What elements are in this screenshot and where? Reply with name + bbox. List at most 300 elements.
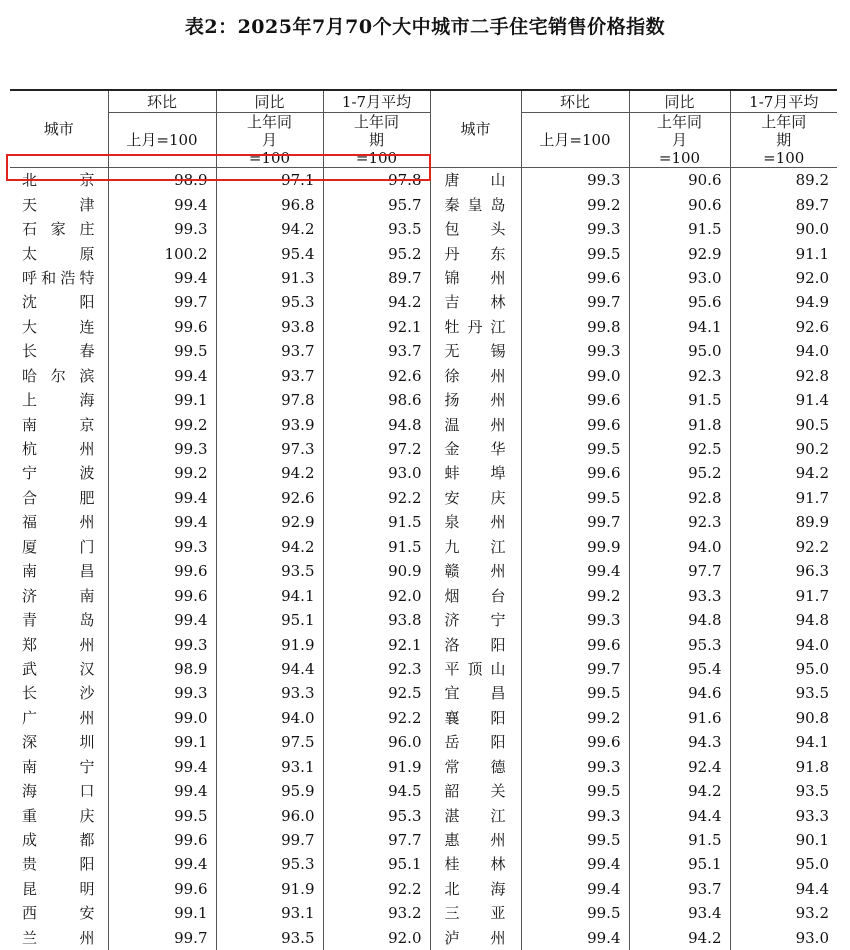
cell-city-right: 吉林 bbox=[430, 290, 521, 314]
cell-mom-right: 99.7 bbox=[521, 657, 629, 681]
cell-city-left: 兰州 bbox=[22, 928, 96, 947]
cell-mom-left: 99.3 bbox=[108, 681, 216, 705]
cell-city-right: 金华 bbox=[430, 437, 521, 461]
cell-mom-left: 99.3 bbox=[108, 632, 216, 656]
cell-city-right: 岳阳 bbox=[430, 730, 521, 754]
cell-yoy-right: 93.0 bbox=[629, 266, 730, 290]
cell-yoy-left: 93.1 bbox=[216, 755, 323, 779]
table-row bbox=[10, 510, 837, 534]
cell-city-left: 成都 bbox=[22, 831, 96, 850]
cell-yoy-right: 97.7 bbox=[629, 559, 730, 583]
cell-avg-right: 93.5 bbox=[730, 779, 837, 803]
cell-mom-left: 99.2 bbox=[108, 412, 216, 436]
cell-yoy-right: 93.4 bbox=[629, 901, 730, 925]
cell-mom-right: 99.4 bbox=[521, 877, 629, 901]
header-city-left: 城市 bbox=[10, 90, 108, 168]
cell-yoy-right: 92.3 bbox=[629, 510, 730, 534]
table-row bbox=[10, 730, 837, 754]
cell-yoy-left: 93.8 bbox=[216, 315, 323, 339]
table-row bbox=[10, 583, 837, 607]
cell-avg-right: 90.8 bbox=[730, 706, 837, 730]
cell-city-right: 平顶山 bbox=[430, 657, 521, 681]
header-mom-right: 环比 bbox=[521, 90, 629, 113]
table-row bbox=[10, 901, 837, 925]
cell-city-left: 大连 bbox=[22, 317, 96, 336]
cell-yoy-right: 92.8 bbox=[629, 486, 730, 510]
cell-city-left: 合肥 bbox=[22, 488, 96, 507]
cell-city-left: 呼和浩特 bbox=[22, 268, 96, 287]
cell-yoy-left: 97.3 bbox=[216, 437, 323, 461]
cell-city-right: 丹东 bbox=[430, 241, 521, 265]
cell-city-left: 北京 bbox=[22, 171, 96, 190]
cell-city-right: 扬州 bbox=[430, 388, 521, 412]
cell-yoy-left: 94.2 bbox=[216, 217, 323, 241]
cell-mom-left: 99.6 bbox=[108, 828, 216, 852]
cell-mom-left: 99.6 bbox=[108, 877, 216, 901]
header-mom-left: 环比 bbox=[108, 90, 216, 113]
cell-avg-right: 94.2 bbox=[730, 461, 837, 485]
cell-city-right: 牡丹江 bbox=[430, 315, 521, 339]
cell-mom-left: 99.5 bbox=[108, 339, 216, 363]
cell-yoy-right: 94.3 bbox=[629, 730, 730, 754]
cell-city-right: 赣州 bbox=[430, 559, 521, 583]
cell-city-right: 锦州 bbox=[430, 266, 521, 290]
cell-mom-right: 99.4 bbox=[521, 559, 629, 583]
cell-avg-left: 97.8 bbox=[323, 168, 430, 193]
cell-yoy-left: 95.1 bbox=[216, 608, 323, 632]
cell-yoy-right: 90.6 bbox=[629, 168, 730, 193]
cell-city-left: 哈尔滨 bbox=[22, 366, 96, 385]
cell-city-right: 蚌埠 bbox=[430, 461, 521, 485]
cell-mom-right: 99.3 bbox=[521, 608, 629, 632]
cell-yoy-left: 92.9 bbox=[216, 510, 323, 534]
cell-mom-left: 99.4 bbox=[108, 364, 216, 388]
cell-mom-left: 99.5 bbox=[108, 803, 216, 827]
cell-avg-right: 89.7 bbox=[730, 192, 837, 216]
cell-city-right: 湛江 bbox=[430, 803, 521, 827]
cell-avg-left: 90.9 bbox=[323, 559, 430, 583]
cell-avg-left: 95.7 bbox=[323, 192, 430, 216]
cell-avg-left: 93.7 bbox=[323, 339, 430, 363]
cell-city-right: 徐州 bbox=[430, 364, 521, 388]
cell-city-left: 青岛 bbox=[22, 611, 96, 630]
table-row bbox=[10, 559, 837, 583]
cell-yoy-right: 92.9 bbox=[629, 241, 730, 265]
cell-city-right: 九江 bbox=[430, 535, 521, 559]
table-row bbox=[10, 632, 837, 656]
cell-avg-right: 94.1 bbox=[730, 730, 837, 754]
cell-yoy-right: 91.5 bbox=[629, 388, 730, 412]
cell-city-right: 唐山 bbox=[430, 168, 521, 193]
cell-avg-right: 92.8 bbox=[730, 364, 837, 388]
cell-city-left: 昆明 bbox=[22, 879, 96, 898]
table-row bbox=[10, 315, 837, 339]
cell-city-left: 重庆 bbox=[22, 806, 96, 825]
cell-city-left: 沈阳 bbox=[22, 293, 96, 312]
cell-yoy-right: 95.0 bbox=[629, 339, 730, 363]
cell-mom-right: 99.5 bbox=[521, 779, 629, 803]
price-index-table bbox=[10, 89, 837, 950]
cell-yoy-right: 94.0 bbox=[629, 535, 730, 559]
cell-yoy-left: 94.2 bbox=[216, 461, 323, 485]
cell-avg-right: 89.2 bbox=[730, 168, 837, 193]
header-avg-base-left: 上年同期=100 bbox=[323, 113, 430, 168]
cell-avg-right: 91.7 bbox=[730, 486, 837, 510]
cell-mom-right: 99.3 bbox=[521, 803, 629, 827]
cell-city-left: 济南 bbox=[22, 586, 96, 605]
table-row bbox=[10, 192, 837, 216]
table-row bbox=[10, 364, 837, 388]
table-row bbox=[10, 217, 837, 241]
cell-avg-left: 94.8 bbox=[323, 412, 430, 436]
cell-city-right: 桂林 bbox=[430, 852, 521, 876]
table-row bbox=[10, 755, 837, 779]
cell-yoy-left: 96.0 bbox=[216, 803, 323, 827]
cell-yoy-right: 95.3 bbox=[629, 632, 730, 656]
cell-yoy-left: 94.1 bbox=[216, 583, 323, 607]
cell-city-left: 南宁 bbox=[22, 757, 96, 776]
cell-mom-left: 98.9 bbox=[108, 657, 216, 681]
cell-city-left: 海口 bbox=[22, 782, 96, 801]
cell-yoy-right: 95.1 bbox=[629, 852, 730, 876]
cell-yoy-left: 93.7 bbox=[216, 364, 323, 388]
cell-mom-left: 100.2 bbox=[108, 241, 216, 265]
cell-mom-right: 99.3 bbox=[521, 217, 629, 241]
cell-mom-right: 99.5 bbox=[521, 241, 629, 265]
cell-mom-right: 99.7 bbox=[521, 510, 629, 534]
cell-avg-right: 94.0 bbox=[730, 632, 837, 656]
cell-mom-left: 99.4 bbox=[108, 852, 216, 876]
cell-mom-right: 99.9 bbox=[521, 535, 629, 559]
cell-yoy-right: 95.2 bbox=[629, 461, 730, 485]
cell-avg-left: 92.0 bbox=[323, 926, 430, 950]
header-avg-base-right: 上年同期=100 bbox=[730, 113, 837, 168]
cell-city-right: 泸州 bbox=[430, 926, 521, 950]
cell-city-right: 北海 bbox=[430, 877, 521, 901]
cell-mom-right: 99.7 bbox=[521, 290, 629, 314]
table-row bbox=[10, 486, 837, 510]
cell-yoy-left: 97.1 bbox=[216, 168, 323, 193]
cell-mom-right: 99.3 bbox=[521, 339, 629, 363]
cell-mom-right: 99.5 bbox=[521, 901, 629, 925]
table-row bbox=[10, 926, 837, 950]
cell-yoy-right: 95.4 bbox=[629, 657, 730, 681]
cell-yoy-right: 94.4 bbox=[629, 803, 730, 827]
cell-yoy-left: 93.5 bbox=[216, 559, 323, 583]
cell-yoy-left: 92.6 bbox=[216, 486, 323, 510]
cell-avg-left: 91.9 bbox=[323, 755, 430, 779]
cell-yoy-left: 95.3 bbox=[216, 852, 323, 876]
cell-avg-right: 95.0 bbox=[730, 852, 837, 876]
cell-avg-right: 92.2 bbox=[730, 535, 837, 559]
cell-city-left: 武汉 bbox=[22, 659, 96, 678]
cell-mom-left: 99.1 bbox=[108, 388, 216, 412]
cell-city-right: 无锡 bbox=[430, 339, 521, 363]
table-row bbox=[10, 803, 837, 827]
cell-avg-right: 96.3 bbox=[730, 559, 837, 583]
table-row bbox=[10, 681, 837, 705]
cell-avg-left: 93.8 bbox=[323, 608, 430, 632]
cell-city-right: 韶关 bbox=[430, 779, 521, 803]
cell-mom-right: 99.6 bbox=[521, 412, 629, 436]
cell-city-left: 贵阳 bbox=[22, 855, 96, 874]
cell-yoy-left: 99.7 bbox=[216, 828, 323, 852]
cell-mom-right: 99.5 bbox=[521, 437, 629, 461]
table-row bbox=[10, 412, 837, 436]
cell-mom-right: 99.2 bbox=[521, 583, 629, 607]
cell-mom-left: 99.7 bbox=[108, 290, 216, 314]
cell-avg-left: 95.1 bbox=[323, 852, 430, 876]
cell-city-right: 襄阳 bbox=[430, 706, 521, 730]
table-row bbox=[10, 437, 837, 461]
cell-avg-right: 90.2 bbox=[730, 437, 837, 461]
cell-mom-left: 99.3 bbox=[108, 535, 216, 559]
cell-avg-left: 93.2 bbox=[323, 901, 430, 925]
cell-yoy-left: 91.3 bbox=[216, 266, 323, 290]
cell-avg-left: 94.2 bbox=[323, 290, 430, 314]
cell-yoy-left: 94.0 bbox=[216, 706, 323, 730]
header-avg-left: 1-7月平均 bbox=[323, 90, 430, 113]
cell-yoy-right: 92.3 bbox=[629, 364, 730, 388]
cell-mom-right: 99.3 bbox=[521, 755, 629, 779]
cell-yoy-left: 95.9 bbox=[216, 779, 323, 803]
cell-yoy-right: 95.6 bbox=[629, 290, 730, 314]
cell-avg-right: 93.3 bbox=[730, 803, 837, 827]
cell-avg-right: 93.2 bbox=[730, 901, 837, 925]
cell-yoy-right: 90.6 bbox=[629, 192, 730, 216]
cell-city-left: 长春 bbox=[22, 342, 96, 361]
cell-yoy-right: 91.5 bbox=[629, 828, 730, 852]
table-row bbox=[10, 535, 837, 559]
header-mom-base-right: 上月=100 bbox=[521, 113, 629, 168]
cell-yoy-right: 94.2 bbox=[629, 779, 730, 803]
cell-city-left: 上海 bbox=[22, 391, 96, 410]
cell-avg-left: 92.2 bbox=[323, 877, 430, 901]
table-row bbox=[10, 461, 837, 485]
cell-mom-right: 99.6 bbox=[521, 730, 629, 754]
table-row bbox=[10, 706, 837, 730]
header-mom-base-left: 上月=100 bbox=[108, 113, 216, 168]
cell-yoy-left: 95.3 bbox=[216, 290, 323, 314]
cell-avg-right: 89.9 bbox=[730, 510, 837, 534]
cell-city-right: 烟台 bbox=[430, 583, 521, 607]
cell-yoy-right: 94.8 bbox=[629, 608, 730, 632]
table-row bbox=[10, 877, 837, 901]
table-row bbox=[10, 852, 837, 876]
cell-yoy-right: 94.1 bbox=[629, 315, 730, 339]
cell-yoy-left: 97.5 bbox=[216, 730, 323, 754]
cell-avg-left: 92.5 bbox=[323, 681, 430, 705]
cell-mom-left: 99.3 bbox=[108, 437, 216, 461]
cell-avg-left: 97.2 bbox=[323, 437, 430, 461]
table-row bbox=[10, 657, 837, 681]
cell-city-left: 西安 bbox=[22, 904, 96, 923]
cell-mom-left: 99.4 bbox=[108, 755, 216, 779]
cell-mom-left: 99.4 bbox=[108, 779, 216, 803]
cell-yoy-right: 91.8 bbox=[629, 412, 730, 436]
cell-yoy-right: 92.4 bbox=[629, 755, 730, 779]
cell-mom-left: 99.4 bbox=[108, 486, 216, 510]
cell-mom-right: 99.5 bbox=[521, 681, 629, 705]
cell-mom-left: 99.1 bbox=[108, 901, 216, 925]
cell-yoy-right: 91.6 bbox=[629, 706, 730, 730]
cell-avg-left: 96.0 bbox=[323, 730, 430, 754]
table-row bbox=[10, 828, 837, 852]
table-row bbox=[10, 608, 837, 632]
cell-avg-left: 92.3 bbox=[323, 657, 430, 681]
cell-mom-left: 99.1 bbox=[108, 730, 216, 754]
header-yoy-base-right: 上年同月=100 bbox=[629, 113, 730, 168]
cell-city-right: 济宁 bbox=[430, 608, 521, 632]
cell-city-left: 南京 bbox=[22, 415, 96, 434]
table-row bbox=[10, 168, 837, 193]
cell-yoy-left: 96.8 bbox=[216, 192, 323, 216]
cell-yoy-left: 93.7 bbox=[216, 339, 323, 363]
cell-avg-right: 91.7 bbox=[730, 583, 837, 607]
cell-avg-left: 94.5 bbox=[323, 779, 430, 803]
cell-avg-right: 95.0 bbox=[730, 657, 837, 681]
cell-city-right: 洛阳 bbox=[430, 632, 521, 656]
cell-yoy-left: 97.8 bbox=[216, 388, 323, 412]
cell-avg-left: 92.2 bbox=[323, 706, 430, 730]
cell-avg-left: 95.3 bbox=[323, 803, 430, 827]
cell-mom-left: 99.4 bbox=[108, 510, 216, 534]
cell-avg-left: 92.2 bbox=[323, 486, 430, 510]
cell-mom-left: 98.9 bbox=[108, 168, 216, 193]
cell-mom-right: 99.3 bbox=[521, 168, 629, 193]
header-city-right: 城市 bbox=[430, 90, 521, 168]
cell-avg-right: 90.1 bbox=[730, 828, 837, 852]
cell-yoy-left: 95.4 bbox=[216, 241, 323, 265]
table-title: 表2：2025年7月70个大中城市二手住宅销售价格指数 bbox=[184, 16, 666, 38]
cell-city-left: 郑州 bbox=[22, 635, 96, 654]
header-avg-right: 1-7月平均 bbox=[730, 90, 837, 113]
cell-yoy-right: 94.6 bbox=[629, 681, 730, 705]
cell-city-left: 福州 bbox=[22, 513, 96, 532]
cell-yoy-left: 93.1 bbox=[216, 901, 323, 925]
cell-avg-right: 94.4 bbox=[730, 877, 837, 901]
header-yoy-right: 同比 bbox=[629, 90, 730, 113]
table-row bbox=[10, 266, 837, 290]
cell-mom-right: 99.5 bbox=[521, 486, 629, 510]
cell-yoy-left: 94.4 bbox=[216, 657, 323, 681]
cell-city-left: 太原 bbox=[22, 244, 96, 263]
cell-city-left: 南昌 bbox=[22, 562, 96, 581]
cell-yoy-right: 93.7 bbox=[629, 877, 730, 901]
cell-mom-left: 99.4 bbox=[108, 608, 216, 632]
cell-avg-right: 94.9 bbox=[730, 290, 837, 314]
cell-avg-left: 92.6 bbox=[323, 364, 430, 388]
cell-city-right: 宜昌 bbox=[430, 681, 521, 705]
cell-yoy-left: 94.2 bbox=[216, 535, 323, 559]
cell-avg-left: 92.0 bbox=[323, 583, 430, 607]
cell-mom-right: 99.6 bbox=[521, 461, 629, 485]
cell-avg-right: 90.5 bbox=[730, 412, 837, 436]
cell-avg-left: 92.1 bbox=[323, 632, 430, 656]
cell-city-right: 包头 bbox=[430, 217, 521, 241]
cell-city-right: 惠州 bbox=[430, 828, 521, 852]
cell-avg-left: 98.6 bbox=[323, 388, 430, 412]
cell-city-right: 泉州 bbox=[430, 510, 521, 534]
cell-mom-right: 99.2 bbox=[521, 706, 629, 730]
cell-city-right: 秦皇岛 bbox=[430, 192, 521, 216]
cell-mom-right: 99.4 bbox=[521, 852, 629, 876]
cell-city-left: 深圳 bbox=[22, 733, 96, 752]
cell-mom-left: 99.3 bbox=[108, 217, 216, 241]
cell-mom-right: 99.6 bbox=[521, 266, 629, 290]
cell-avg-right: 91.1 bbox=[730, 241, 837, 265]
cell-mom-right: 99.5 bbox=[521, 828, 629, 852]
cell-avg-right: 91.8 bbox=[730, 755, 837, 779]
cell-avg-left: 89.7 bbox=[323, 266, 430, 290]
cell-avg-left: 91.5 bbox=[323, 510, 430, 534]
cell-avg-right: 90.0 bbox=[730, 217, 837, 241]
cell-yoy-right: 94.2 bbox=[629, 926, 730, 950]
table-row bbox=[10, 241, 837, 265]
cell-mom-right: 99.8 bbox=[521, 315, 629, 339]
cell-city-left: 石家庄 bbox=[22, 220, 96, 239]
cell-yoy-left: 93.5 bbox=[216, 926, 323, 950]
cell-mom-left: 99.4 bbox=[108, 192, 216, 216]
cell-mom-right: 99.2 bbox=[521, 192, 629, 216]
cell-mom-right: 99.0 bbox=[521, 364, 629, 388]
cell-yoy-left: 91.9 bbox=[216, 877, 323, 901]
cell-yoy-left: 93.9 bbox=[216, 412, 323, 436]
cell-city-right: 常德 bbox=[430, 755, 521, 779]
header-yoy-left: 同比 bbox=[216, 90, 323, 113]
cell-mom-left: 99.2 bbox=[108, 461, 216, 485]
cell-city-left: 宁波 bbox=[22, 464, 96, 483]
cell-mom-left: 99.7 bbox=[108, 926, 216, 950]
cell-city-right: 三亚 bbox=[430, 901, 521, 925]
cell-city-left: 长沙 bbox=[22, 684, 96, 703]
cell-mom-right: 99.6 bbox=[521, 388, 629, 412]
cell-mom-left: 99.4 bbox=[108, 266, 216, 290]
cell-avg-left: 91.5 bbox=[323, 535, 430, 559]
table-row bbox=[10, 290, 837, 314]
cell-avg-left: 97.7 bbox=[323, 828, 430, 852]
cell-city-left: 广州 bbox=[22, 708, 96, 727]
cell-yoy-left: 91.9 bbox=[216, 632, 323, 656]
cell-avg-right: 94.8 bbox=[730, 608, 837, 632]
cell-avg-left: 95.2 bbox=[323, 241, 430, 265]
cell-city-left: 杭州 bbox=[22, 440, 96, 459]
cell-avg-right: 92.0 bbox=[730, 266, 837, 290]
cell-mom-left: 99.0 bbox=[108, 706, 216, 730]
header-yoy-base-left: 上年同月=100 bbox=[216, 113, 323, 168]
cell-mom-left: 99.6 bbox=[108, 583, 216, 607]
cell-yoy-right: 92.5 bbox=[629, 437, 730, 461]
cell-avg-right: 93.0 bbox=[730, 926, 837, 950]
cell-city-left: 厦门 bbox=[22, 537, 96, 556]
cell-mom-right: 99.6 bbox=[521, 632, 629, 656]
cell-yoy-left: 93.3 bbox=[216, 681, 323, 705]
cell-mom-left: 99.6 bbox=[108, 315, 216, 339]
cell-avg-right: 93.5 bbox=[730, 681, 837, 705]
table-row bbox=[10, 388, 837, 412]
cell-city-right: 温州 bbox=[430, 412, 521, 436]
cell-city-right: 安庆 bbox=[430, 486, 521, 510]
table-row bbox=[10, 779, 837, 803]
cell-avg-right: 91.4 bbox=[730, 388, 837, 412]
cell-avg-left: 93.5 bbox=[323, 217, 430, 241]
cell-avg-right: 92.6 bbox=[730, 315, 837, 339]
cell-avg-right: 94.0 bbox=[730, 339, 837, 363]
cell-avg-left: 92.1 bbox=[323, 315, 430, 339]
cell-mom-right: 99.4 bbox=[521, 926, 629, 950]
cell-yoy-right: 91.5 bbox=[629, 217, 730, 241]
cell-city-left: 天津 bbox=[22, 195, 96, 214]
